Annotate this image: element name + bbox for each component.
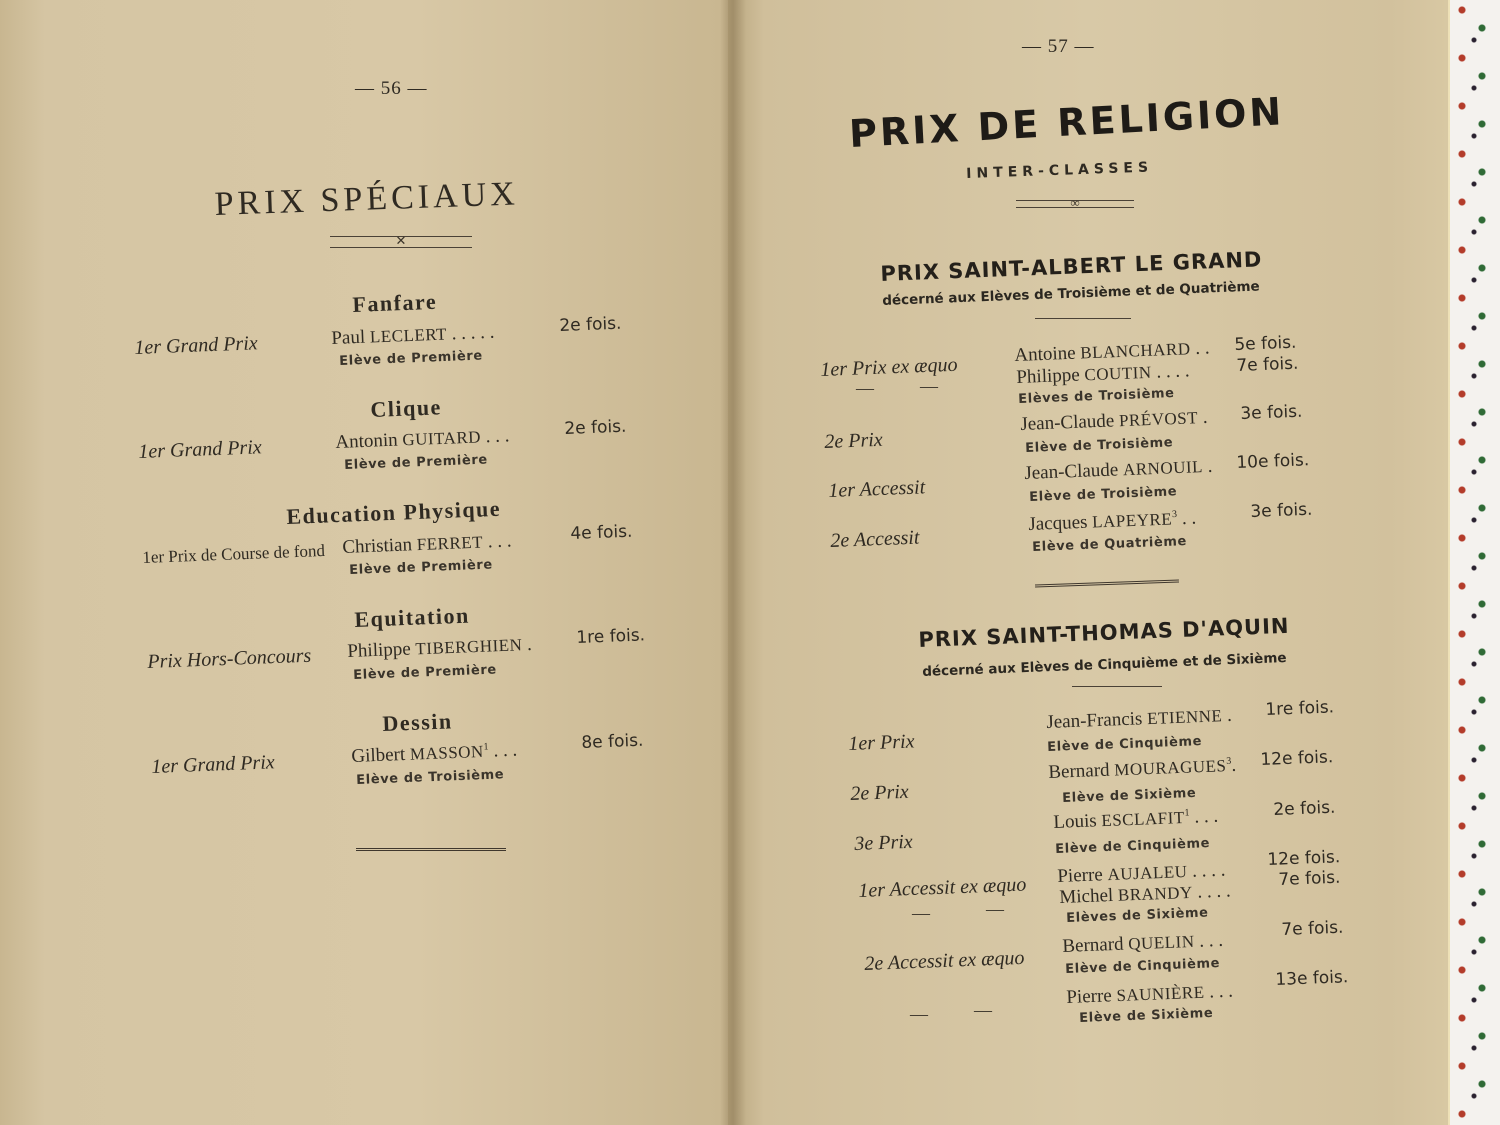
page-number: — 57 — — [1022, 36, 1095, 57]
prize-label: 2e Accessit ex æquo — [864, 946, 1025, 975]
right-page — [728, 0, 1448, 1125]
student-name: Jacques LAPEYRE$^3$ . . — [1028, 507, 1197, 535]
times-count: 2e fois. — [559, 313, 622, 336]
section-subtitle: décerné aux Elèves de Cinquième et de Sixième — [922, 650, 1287, 680]
student-class: Elèves de Troisième — [1018, 385, 1175, 407]
section-title: PRIX SAINT-THOMAS D'AQUIN — [918, 613, 1290, 652]
ditto-mark: — — [986, 899, 1004, 919]
book-gutter — [720, 0, 746, 1125]
student-class: Elève de Première — [344, 452, 489, 473]
student-name: Jean-Claude PRÉVOST . — [1020, 406, 1208, 435]
times-count: 7e fois. — [1278, 867, 1341, 890]
section-divider — [1035, 579, 1179, 587]
title-ornament: ∞ — [1016, 200, 1134, 208]
section-heading: Dessin — [382, 708, 454, 736]
prize-label: 1er Accessit ex æquo — [858, 873, 1027, 902]
student-class: Elève de Cinquième — [1047, 734, 1203, 755]
section-heading: Education Physique — [286, 495, 502, 529]
student-class: Elève de Cinquième — [1055, 836, 1211, 857]
times-count: 3e fois. — [1240, 401, 1303, 424]
student-class: Elève de Troisième — [356, 767, 505, 788]
student-class: Elève de Quatrième — [1032, 534, 1188, 555]
student-name: Philippe TIBERGHIEN . — [347, 633, 533, 662]
student-class: Elève de Sixième — [1062, 785, 1197, 806]
section-heading: Equitation — [354, 602, 471, 632]
student-class: Elève de Troisième — [1025, 435, 1174, 456]
prize-label: 1er Grand Prix — [134, 332, 259, 359]
student-name: Philippe COUTIN . . . . — [1016, 360, 1190, 388]
student-name: Jean-Francis ETIENNE . — [1046, 704, 1233, 733]
student-name: Pierre AUJALEU . . . . — [1057, 859, 1226, 887]
times-count: 3e fois. — [1250, 499, 1313, 522]
section-subtitle: décerné aux Elèves de Troisième et de Quatrième — [882, 278, 1260, 309]
section-title: PRIX SAINT-ALBERT LE GRAND — [880, 247, 1263, 286]
times-count: 7e fois. — [1236, 353, 1299, 376]
title-ornament: ✕ — [330, 236, 472, 248]
prize-label: Prix Hors-Concours — [147, 644, 312, 673]
times-count: 12e fois. — [1260, 747, 1334, 770]
times-count: 1re fois. — [1265, 697, 1335, 720]
times-count: 12e fois. — [1267, 847, 1341, 870]
section-rule — [1072, 686, 1162, 687]
times-count: 10e fois. — [1236, 450, 1310, 473]
section-rule — [1035, 318, 1131, 319]
times-count: 5e fois. — [1234, 332, 1297, 355]
page-number: — 56 — — [355, 78, 428, 99]
times-count: 4e fois. — [570, 521, 633, 544]
prize-label: 1er Accessit — [828, 476, 926, 502]
prize-label: 2e Accessit — [830, 526, 920, 552]
prize-label: 1er Grand Prix — [151, 751, 276, 778]
student-name: Louis ESCLAFIT$^1$ . . . — [1053, 805, 1219, 833]
ditto-mark: — — [912, 903, 930, 923]
student-class: Elève de Sixième — [1079, 1005, 1214, 1026]
page-subtitle: INTER-CLASSES — [966, 159, 1154, 182]
student-name: Pierre SAUNIÈRE . . . — [1066, 980, 1234, 1008]
end-rule — [356, 848, 506, 851]
student-class: Elèves de Sixième — [1066, 905, 1209, 926]
ditto-mark: — — [856, 378, 874, 398]
section-heading: Fanfare — [352, 288, 438, 317]
section-heading: Clique — [370, 394, 443, 422]
student-name: Paul LECLERT . . . . . — [331, 321, 495, 349]
student-name: Gilbert MASSON$^1$ . . . — [351, 739, 518, 767]
student-class: Elève de Troisième — [1029, 484, 1178, 505]
student-name: Bernard MOURAGUES$^3$. — [1048, 754, 1237, 783]
student-name: Antoine BLANCHARD . . — [1014, 337, 1210, 366]
ditto-mark: — — [920, 376, 938, 396]
times-count: 2e fois. — [1273, 797, 1336, 820]
times-count: 2e fois. — [564, 416, 627, 439]
prize-label: 1er Prix — [848, 730, 915, 755]
student-class: Elève de Première — [349, 557, 494, 578]
prize-label: 3e Prix — [854, 830, 914, 855]
student-class: Elève de Cinquième — [1065, 956, 1221, 977]
student-class: Elève de Première — [353, 662, 498, 683]
student-class: Elève de Première — [339, 348, 484, 369]
times-count: 8e fois. — [581, 730, 644, 753]
times-count: 7e fois. — [1281, 917, 1344, 940]
prize-label: 1er Prix ex æquo — [820, 353, 958, 381]
student-name: Antonin GUITARD . . . — [335, 425, 510, 453]
student-name: Jean-Claude ARNOUIL . — [1024, 455, 1213, 484]
ditto-mark: — — [974, 1000, 992, 1020]
ditto-mark: — — [910, 1004, 928, 1024]
student-name: Christian FERRET . . . — [342, 530, 512, 558]
student-name: Michel BRANDY . . . . — [1059, 880, 1232, 908]
prize-label: 1er Grand Prix — [138, 436, 263, 463]
prize-label: 1er Prix de Course de fond — [142, 540, 326, 567]
prize-label: 2e Prix — [824, 428, 884, 453]
prize-label: 2e Prix — [850, 780, 910, 805]
page-title: PRIX DE RELIGION — [848, 89, 1286, 156]
page-title: PRIX SPÉCIAUX — [214, 175, 520, 223]
times-count: 13e fois. — [1275, 967, 1349, 990]
times-count: 1re fois. — [576, 625, 646, 648]
student-name: Bernard QUELIN . . . — [1062, 929, 1224, 957]
